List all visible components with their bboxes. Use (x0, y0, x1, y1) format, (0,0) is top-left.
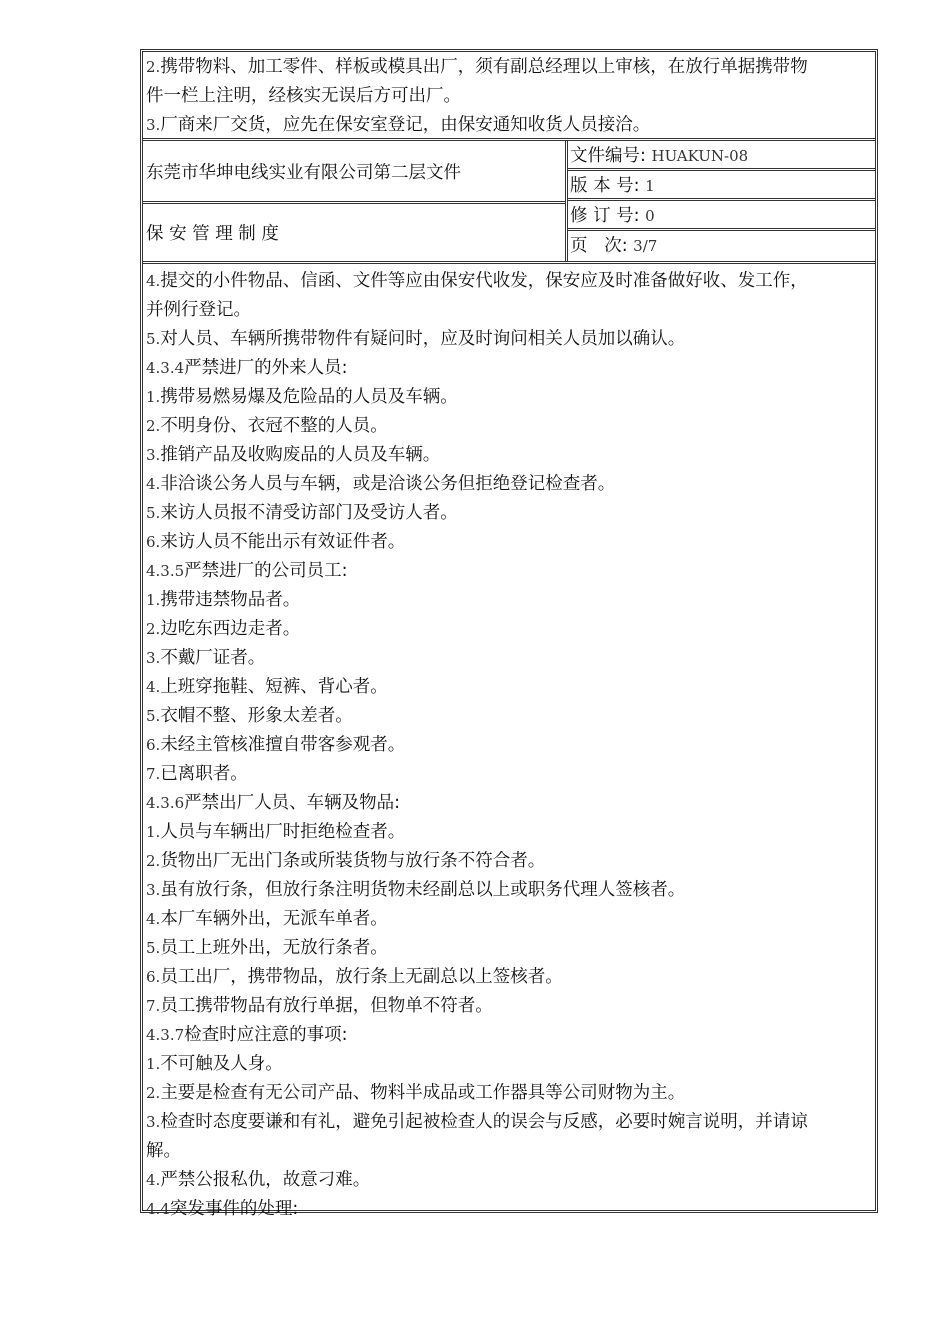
text-line (143, 702, 875, 731)
page-value: 3/7 (633, 237, 658, 255)
item-text: 本厂车辆外出，无派车单者。 (160, 909, 388, 929)
item-text: 员工出厂，携带物品，放行条上无副总以上签核者。 (160, 967, 563, 987)
text-line (143, 992, 875, 1021)
text-line (143, 1050, 875, 1079)
item-text: 推销产品及收购废品的人员及车辆。 (160, 445, 441, 465)
item-text: 提交的小件物品、信函、文件等应由保安代收发，保安应及时准备做好收、发工作， (160, 271, 808, 291)
item-text: 严禁出厂人员、车辆及物品: (184, 793, 401, 813)
doc-number-cell (568, 141, 875, 171)
document-header-table (143, 138, 875, 264)
item-number: 6. (146, 736, 161, 754)
item-text: 已离职者。 (160, 764, 248, 784)
text-line (143, 82, 875, 111)
item-number: 2. (146, 1084, 161, 1102)
item-text: 来访人员不能出示有效证件者。 (160, 532, 406, 552)
item-number: 2. (146, 620, 161, 638)
company-title: 东莞市华坤电线实业有限公司第二层文件 (146, 162, 461, 183)
item-text: 并例行登记。 (146, 300, 251, 320)
text-line (143, 296, 875, 325)
item-text: 携带易燃易爆及危险品的人员及车辆。 (160, 387, 458, 407)
text-line (143, 111, 875, 140)
document-title-text: 保 安 管 理 制 度 (146, 224, 279, 244)
text-line (143, 934, 875, 963)
item-number: 4. (146, 475, 161, 493)
text-line (143, 1166, 875, 1195)
text-line (143, 412, 875, 441)
version-cell (568, 171, 875, 201)
text-line (143, 963, 875, 992)
text-line (143, 1195, 875, 1224)
item-text: 件一栏上注明，经核实无误后方可出厂。 (146, 86, 461, 106)
item-text: 不可触及人身。 (160, 1054, 283, 1074)
item-text: 严禁公报私仇，故意刁难。 (160, 1170, 371, 1190)
text-line (143, 499, 875, 528)
version-label: 版 本 号: (570, 176, 640, 196)
text-line (143, 644, 875, 673)
item-number: 4.3.4 (146, 359, 185, 377)
item-text: 严禁进厂的公司员工: (184, 561, 348, 581)
text-line (143, 760, 875, 789)
item-number: 4. (146, 910, 161, 928)
text-line (143, 1079, 875, 1108)
item-number: 1. (146, 388, 161, 406)
text-line (143, 53, 875, 82)
text-line (143, 586, 875, 615)
text-line (143, 441, 875, 470)
item-text: 衣帽不整、形象太差者。 (160, 706, 353, 726)
item-number: 7. (146, 765, 161, 783)
item-number: 5. (146, 504, 161, 522)
item-text: 货物出厂无出门条或所装货物与放行条不符合者。 (160, 851, 546, 871)
doc-number-value: HUAKUN-08 (651, 147, 749, 165)
item-number: 3. (146, 881, 161, 899)
item-text: 员工携带物品有放行单据，但物单不符者。 (160, 996, 493, 1016)
item-number: 1. (146, 823, 161, 841)
item-text: 携带物料、加工零件、样板或模具出厂，须有副总经理以上审核，在放行单据携带物 (160, 57, 808, 77)
text-line (143, 528, 875, 557)
top-text-block (143, 53, 875, 140)
document-page (140, 49, 878, 1219)
item-text: 解。 (146, 1141, 181, 1161)
version-value: 1 (645, 177, 655, 195)
text-line (143, 876, 875, 905)
item-number: 4. (146, 1171, 161, 1189)
item-text: 严禁进厂的外来人员: (184, 358, 348, 378)
item-text: 携带违禁物品者。 (160, 590, 301, 610)
revision-value: 0 (645, 207, 655, 225)
item-number: 2. (146, 58, 161, 76)
text-line (143, 1108, 875, 1137)
item-text: 未经主管核准擅自带客参观者。 (160, 735, 406, 755)
item-text: 非洽谈公务人员与车辆，或是洽谈公务但拒绝登记检查者。 (160, 474, 616, 494)
item-text: 不明身份、衣冠不整的人员。 (160, 416, 388, 436)
text-line (143, 267, 875, 296)
text-line (143, 818, 875, 847)
revision-cell (568, 201, 875, 231)
item-number: 3. (146, 1113, 161, 1131)
text-line (143, 1137, 875, 1166)
item-text: 来访人员报不清受访部门及受访人者。 (160, 503, 458, 523)
text-line (143, 615, 875, 644)
item-number: 2. (146, 852, 161, 870)
page-cell (568, 231, 875, 261)
header-meta-column (565, 141, 875, 261)
item-number: 4. (146, 678, 161, 696)
item-number: 4.3.5 (146, 562, 185, 580)
item-number: 4.4 (146, 1200, 170, 1218)
item-number: 1. (146, 591, 161, 609)
item-number: 5. (146, 707, 161, 725)
text-line (143, 470, 875, 499)
item-number: 4.3.6 (146, 794, 185, 812)
item-text: 突发事件的处理: (169, 1199, 299, 1219)
item-number: 4.3.7 (146, 1026, 185, 1044)
text-line (143, 1021, 875, 1050)
item-number: 3. (146, 446, 161, 464)
item-text: 不戴厂证者。 (160, 648, 266, 668)
item-number: 5. (146, 939, 161, 957)
item-number: 4. (146, 272, 161, 290)
item-number: 6. (146, 533, 161, 551)
text-line (143, 673, 875, 702)
item-text: 上班穿拖鞋、短裤、背心者。 (160, 677, 388, 697)
text-line (143, 354, 875, 383)
text-line (143, 789, 875, 818)
item-number: 2. (146, 417, 161, 435)
item-number: 3. (146, 649, 161, 667)
item-number: 7. (146, 997, 161, 1015)
item-text: 边吃东西边走者。 (160, 619, 301, 639)
item-text: 对人员、车辆所携带物件有疑问时，应及时询问相关人员加以确认。 (160, 329, 686, 349)
body-text-block (143, 267, 875, 1224)
item-text: 主要是检查有无公司产品、物料半成品或工作器具等公司财物为主。 (160, 1083, 686, 1103)
item-text: 员工上班外出，无放行条者。 (160, 938, 388, 958)
item-number: 6. (146, 968, 161, 986)
doc-number-label: 文件编号: (570, 146, 646, 166)
item-number: 1. (146, 1055, 161, 1073)
text-line (143, 731, 875, 760)
document-title (143, 201, 565, 261)
text-line (143, 383, 875, 412)
item-text: 检查时态度要谦和有礼，避免引起被检查人的误会与反感，必要时婉言说明，并请谅 (160, 1112, 808, 1132)
item-number: 5. (146, 330, 161, 348)
text-line (143, 847, 875, 876)
item-text: 厂商来厂交货，应先在保安室登记，由保安通知收货人员接洽。 (160, 115, 651, 135)
item-text: 检查时应注意的事项: (184, 1025, 348, 1045)
text-line (143, 325, 875, 354)
text-line (143, 905, 875, 934)
page-label: 页 次: (570, 236, 628, 256)
text-line (143, 557, 875, 586)
item-text: 虽有放行条，但放行条注明货物未经副总以上或职务代理人签核者。 (160, 880, 686, 900)
item-text: 人员与车辆出厂时拒绝检查者。 (160, 822, 406, 842)
revision-label: 修 订 号: (570, 206, 640, 226)
item-number: 3. (146, 116, 161, 134)
